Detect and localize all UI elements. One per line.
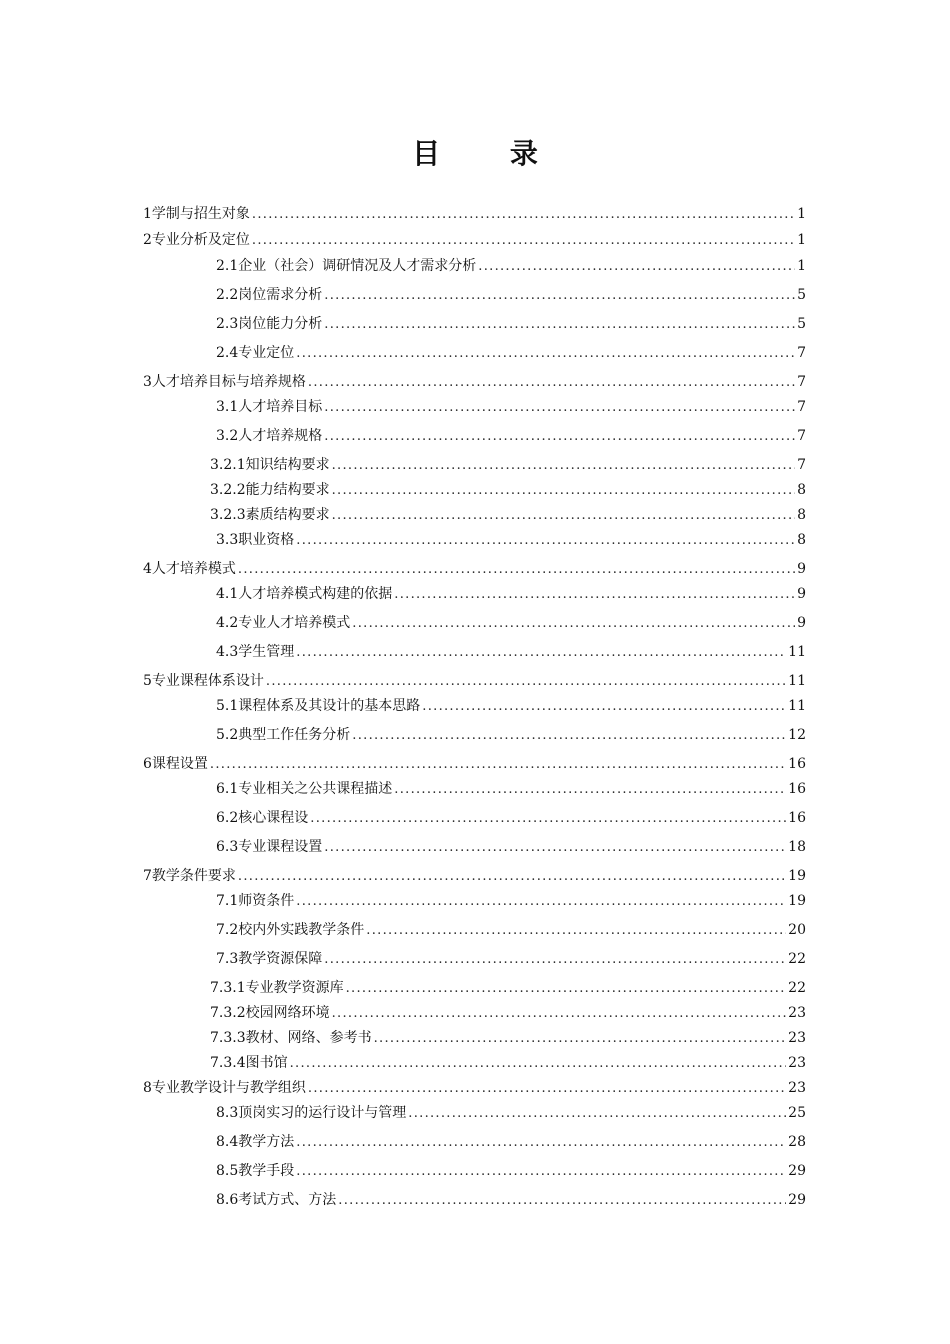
toc-page-number: 29 — [788, 1192, 806, 1208]
toc-entry[interactable] — [216, 640, 806, 665]
toc-leader-dots — [296, 342, 795, 366]
toc-row — [0, 395, 950, 419]
toc-page-number: 29 — [788, 1163, 806, 1179]
toc-page-number: 16 — [788, 810, 806, 826]
toc-entry-label: 6.2核心课程设 — [216, 810, 309, 826]
toc-row — [0, 976, 950, 1000]
toc-leader-dots — [478, 255, 795, 279]
toc-leader-dots — [346, 977, 787, 1001]
toc-entry[interactable] — [216, 947, 806, 972]
toc-leader-dots — [352, 612, 795, 636]
page-title: 目 录 — [412, 137, 568, 170]
toc-entry[interactable] — [216, 1159, 806, 1184]
toc-page-number: 23 — [788, 1030, 806, 1046]
toc-page-number: 5 — [797, 287, 806, 303]
toc-entry-label: 7.2校内外实践教学条件 — [216, 922, 365, 938]
toc-leader-dots — [332, 1002, 787, 1026]
toc-row — [0, 752, 950, 776]
toc-entry-label: 8.3顶岗实习的运行设计与管理 — [216, 1105, 407, 1121]
toc-entry-label: 3.2.3素质结构要求 — [210, 507, 330, 523]
toc-row — [0, 1001, 950, 1025]
toc-row — [0, 453, 950, 477]
toc-row — [0, 723, 950, 747]
toc-entry[interactable] — [216, 694, 806, 719]
toc-entry[interactable] — [216, 312, 806, 337]
toc-entry[interactable] — [216, 889, 806, 914]
toc-page-number: 16 — [788, 756, 806, 772]
toc-page-number: 1 — [797, 232, 806, 248]
toc-leader-dots — [422, 695, 786, 719]
toc-entry[interactable] — [143, 202, 806, 227]
toc-leader-dots — [308, 1077, 786, 1101]
toc-entry-label: 6.1专业相关之公共课程描述 — [216, 781, 393, 797]
toc-entry-label: 3人才培养目标与培养规格 — [143, 374, 306, 390]
toc-entry[interactable] — [216, 528, 806, 553]
toc-entry[interactable] — [143, 557, 806, 582]
toc-entry-label: 2.1企业（社会）调研情况及人才需求分析 — [216, 258, 477, 274]
toc-entry-label: 3.2.2能力结构要求 — [210, 482, 330, 498]
toc-row — [0, 1026, 950, 1050]
toc-entry[interactable] — [210, 478, 806, 503]
toc-entry[interactable] — [210, 453, 806, 478]
toc-entry-label: 3.2.1知识结构要求 — [210, 457, 330, 473]
toc-leader-dots — [290, 1052, 787, 1076]
toc-entry[interactable] — [210, 976, 806, 1001]
toc-entry[interactable] — [210, 1001, 806, 1026]
toc-entry[interactable] — [216, 283, 806, 308]
toc-page-number: 22 — [788, 980, 806, 996]
toc-entry-label: 7.3教学资源保障 — [216, 951, 323, 967]
toc-entry[interactable] — [216, 806, 806, 831]
toc-page-number: 7 — [797, 345, 806, 361]
toc-leader-dots — [324, 313, 795, 337]
toc-page-number: 11 — [788, 644, 806, 660]
toc-leader-dots — [296, 529, 795, 553]
toc-row — [0, 669, 950, 693]
toc-leader-dots — [324, 396, 795, 420]
toc-leader-dots — [332, 454, 795, 478]
toc-leader-dots — [338, 1189, 786, 1213]
toc-page-number: 23 — [788, 1055, 806, 1071]
toc-page-number: 7 — [797, 457, 806, 473]
toc-entry-label: 8.4教学方法 — [216, 1134, 295, 1150]
toc-page-number: 7 — [797, 428, 806, 444]
toc-leader-dots — [252, 229, 795, 253]
toc-entry[interactable] — [143, 370, 806, 395]
toc-page-number: 9 — [797, 615, 806, 631]
toc-page-number: 11 — [788, 673, 806, 689]
toc-page-number: 22 — [788, 951, 806, 967]
toc-entry-label: 4.3学生管理 — [216, 644, 295, 660]
toc-entry[interactable] — [216, 1188, 806, 1213]
toc-leader-dots — [252, 203, 795, 227]
toc-entry[interactable] — [216, 582, 806, 607]
toc-leader-dots — [238, 865, 786, 889]
toc-entry-label: 4.2专业人才培养模式 — [216, 615, 351, 631]
toc-row — [0, 640, 950, 664]
toc-row — [0, 503, 950, 527]
toc-entry-label: 1学制与招生对象 — [143, 206, 250, 222]
toc-row — [0, 228, 950, 252]
toc-row — [0, 528, 950, 552]
toc-leader-dots — [408, 1102, 786, 1126]
toc-page-number: 18 — [788, 839, 806, 855]
toc-page-number: 8 — [797, 482, 806, 498]
toc-entry[interactable] — [216, 341, 806, 366]
toc-entry-label: 3.2人才培养规格 — [216, 428, 323, 444]
toc-entry-label: 7教学条件要求 — [143, 868, 236, 884]
toc-page-number: 7 — [797, 374, 806, 390]
toc-entry-label: 5专业课程体系设计 — [143, 673, 264, 689]
toc-entry[interactable] — [216, 1101, 806, 1126]
toc-leader-dots — [324, 836, 786, 860]
toc-row — [0, 1159, 950, 1183]
toc-entry-label: 2专业分析及定位 — [143, 232, 250, 248]
toc-leader-dots — [332, 479, 795, 503]
toc-entry[interactable] — [143, 669, 806, 694]
toc-page-number: 19 — [788, 868, 806, 884]
toc-entry[interactable] — [143, 864, 806, 889]
toc-entry[interactable] — [216, 723, 806, 748]
toc-row — [0, 283, 950, 307]
toc-entry-label: 2.3岗位能力分析 — [216, 316, 323, 332]
toc-page-number: 16 — [788, 781, 806, 797]
toc-entry-label: 6.3专业课程设置 — [216, 839, 323, 855]
toc-leader-dots — [210, 753, 786, 777]
toc-row — [0, 1076, 950, 1100]
toc-row — [0, 424, 950, 448]
toc-row — [0, 1188, 950, 1212]
toc-entry-label: 6课程设置 — [143, 756, 208, 772]
toc-entry[interactable] — [216, 611, 806, 636]
toc-entry[interactable] — [216, 254, 806, 279]
toc-page-number: 20 — [788, 922, 806, 938]
toc-page-number: 12 — [788, 727, 806, 743]
toc-page-number: 11 — [788, 698, 806, 714]
toc-entry[interactable] — [216, 424, 806, 449]
toc-row — [0, 478, 950, 502]
toc-row — [0, 557, 950, 581]
toc-entry[interactable] — [216, 395, 806, 420]
toc-row — [0, 806, 950, 830]
toc-entry[interactable] — [210, 1051, 806, 1076]
toc-leader-dots — [308, 371, 795, 395]
toc-entry-label: 8.6考试方式、方法 — [216, 1192, 337, 1208]
toc-leader-dots — [310, 807, 786, 831]
toc-page-number: 9 — [797, 561, 806, 577]
toc-entry[interactable] — [216, 777, 806, 802]
toc-leader-dots — [296, 1131, 786, 1155]
toc-entry-label: 4人才培养模式 — [143, 561, 236, 577]
toc-entry-label: 3.3职业资格 — [216, 532, 295, 548]
toc-row — [0, 582, 950, 606]
toc-leader-dots — [394, 778, 786, 802]
toc-row — [0, 889, 950, 913]
toc-row — [0, 918, 950, 942]
toc-entry[interactable] — [143, 1076, 806, 1101]
toc-page-number: 9 — [797, 586, 806, 602]
toc-row — [0, 611, 950, 635]
toc-entry-label: 7.3.2校园网络环境 — [210, 1005, 330, 1021]
toc-row — [0, 1051, 950, 1075]
toc-row — [0, 1130, 950, 1154]
toc-leader-dots — [296, 890, 786, 914]
toc-entry-label: 7.1师资条件 — [216, 893, 295, 909]
toc-entry[interactable] — [216, 1130, 806, 1155]
toc-entry[interactable] — [143, 228, 806, 253]
toc-page-number: 8 — [797, 507, 806, 523]
toc-row — [0, 835, 950, 859]
toc-leader-dots — [238, 558, 795, 582]
toc-leader-dots — [352, 724, 786, 748]
toc-leader-dots — [324, 284, 795, 308]
toc-entry[interactable] — [210, 1026, 806, 1051]
toc-row — [0, 777, 950, 801]
toc-entry-label: 8专业教学设计与教学组织 — [143, 1080, 306, 1096]
toc-row — [0, 341, 950, 365]
toc-leader-dots — [394, 583, 795, 607]
toc-row — [0, 947, 950, 971]
toc-row — [0, 1101, 950, 1125]
toc-page-number: 5 — [797, 316, 806, 332]
toc-leader-dots — [374, 1027, 787, 1051]
toc-leader-dots — [324, 948, 786, 972]
toc-row — [0, 312, 950, 336]
toc-entry-label: 4.1人才培养模式构建的依据 — [216, 586, 393, 602]
toc-entry-label: 3.1人才培养目标 — [216, 399, 323, 415]
toc-entry-label: 8.5教学手段 — [216, 1163, 295, 1179]
toc-entry[interactable] — [210, 503, 806, 528]
toc-entry-label: 7.3.3教材、网络、参考书 — [210, 1030, 372, 1046]
toc-page-number: 1 — [797, 206, 806, 222]
toc-row — [0, 202, 950, 226]
toc-entry-label: 2.2岗位需求分析 — [216, 287, 323, 303]
toc-page-number: 23 — [788, 1005, 806, 1021]
toc-row — [0, 694, 950, 718]
toc-page-number: 28 — [788, 1134, 806, 1150]
toc-page-number: 8 — [797, 532, 806, 548]
toc-page-number: 7 — [797, 399, 806, 415]
toc-entry[interactable] — [216, 835, 806, 860]
toc-entry-label: 2.4专业定位 — [216, 345, 295, 361]
toc-entry-label: 7.3.4图书馆 — [210, 1055, 288, 1071]
toc-leader-dots — [266, 670, 786, 694]
toc-leader-dots — [296, 641, 786, 665]
toc-leader-dots — [332, 504, 795, 528]
toc-entry[interactable] — [216, 918, 806, 943]
toc-row — [0, 864, 950, 888]
toc-page-number: 23 — [788, 1080, 806, 1096]
toc-page-number: 25 — [788, 1105, 806, 1121]
toc-page-number: 19 — [788, 893, 806, 909]
toc-page-number: 1 — [797, 258, 806, 274]
toc-entry-label: 5.2典型工作任务分析 — [216, 727, 351, 743]
toc-entry[interactable] — [143, 752, 806, 777]
toc-entry-label: 5.1课程体系及其设计的基本思路 — [216, 698, 421, 714]
toc-row — [0, 370, 950, 394]
toc-leader-dots — [296, 1160, 786, 1184]
toc-leader-dots — [324, 425, 795, 449]
toc-leader-dots — [366, 919, 786, 943]
toc-entry-label: 7.3.1专业教学资源库 — [210, 980, 344, 996]
toc-row — [0, 254, 950, 278]
